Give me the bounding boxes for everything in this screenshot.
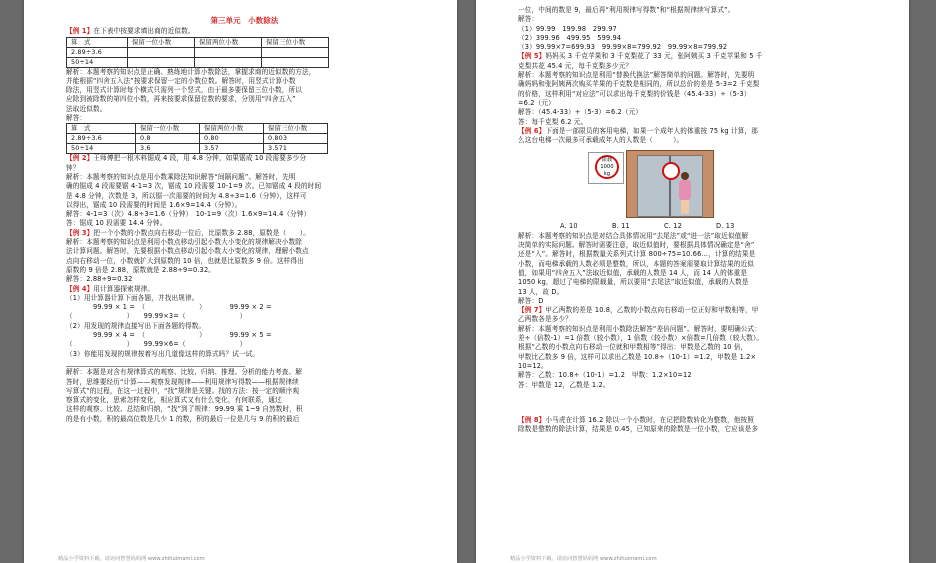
text-line: （3）99.99×7=699.93 99.99×8=799.92 99.99×8=799.92 [518,43,728,52]
table-cell: 算 式 [67,124,136,134]
answer-option: D. 13 [716,222,735,231]
table-cell: 保留两位小数 [195,37,262,47]
table-cell: 保留三位小数 [262,37,329,47]
example-tag: 【例 5】 [518,52,546,61]
text-line: （1）99.99 199.98 299.97 [518,24,617,33]
text-line: 是 4.8 分钟，次数是 3，所以锯一次需要的时间为 4.8÷3=1.6（分钟），这样可 [66,191,307,200]
answer-option: C. 12 [664,222,682,231]
text-line: 这样的观察、比较、总结和归纳，“找”到了规律：99.99 乘 1~9 自然数时，积 [66,405,303,414]
load-limit-sign-text: 限载 1000 kg [595,155,619,179]
question-text: 把一个小数的小数点向右移动一位后，比原数多 2.88，原数是（ ）。 [93,228,310,237]
text-line: =6.2（元） [518,98,555,107]
text-line: 应除到被除数的第四位小数，再来按要求保留位数的要求，分别用“四舍五入” [66,95,296,104]
question-text: 在下表中按要求填出商的近似数。 [93,27,195,36]
text-line: 解析：本题考察的知识点是利用小数除法解答“差倍问题”。解答时，要明确公式： [518,324,762,333]
text-line: 差÷（倍数-1）=1 倍数（较小数），1 倍数（较小数）×倍数=几倍数（较大数）。 [518,334,764,343]
page-footer: 精品小学资料下载，请访问智慧妈妈网 www.zhihuimami.com [510,556,657,562]
example-tag: 【例 6】 [518,126,546,135]
question-text: 用计算器探索规律。 [93,284,155,293]
text-line: ____________________________________________________ [66,358,246,367]
text-line: 值，如果用“四舍五入”法取近似值，承载的人数是 14 人，而 14 人的体重是 [518,268,748,277]
page-footer: 精品小学资料下载，请访问智慧妈妈网 www.zhihuimami.com [58,556,205,562]
text-line: 解答：乙数：10.8÷（10-1）=1.2 甲数：1.2×10=12 [518,371,692,380]
question-text: 克梨共花 45.4 元，每千克梨多少元？ [518,61,633,70]
text-line: 甲数比乙数多 9 倍，这样可以求出乙数是 10.8÷（10-1）=1.2，甲数是 1.2× [518,352,757,361]
table-cell [128,47,195,57]
question-text: 小马虎在计算 16.2 除以一个小数时，在记把除数转化为整数，他按照 [545,415,755,424]
text-line: （3）你能用发现的规律按着写出几道像这样的算式吗？试一试。 [66,349,260,358]
text-line: 点向右移动一位，小数就扩大到原数的 10 倍，也就是比原数多 9 倍。这样得出 [66,256,304,265]
page-title: 第三单元 小数除法 [210,16,279,25]
document-page-left [24,0,457,563]
table-cell: 算 式 [67,37,128,47]
text-line: 小数，而电梯承载的人数必须是整数，所以，本题的答案需要取计算结果的近似 [518,259,755,268]
text-line: （2）399.96 499.95 599.94 [518,33,622,42]
answer-option: B. 11 [612,222,630,231]
table-cell: 保留一位小数 [136,124,200,134]
page-content [518,6,875,434]
text-line: 根据“乙数的小数点向右移动一位就和甲数相等”得出：甲数是乙数的 10 倍， [518,343,748,352]
text-line: 解答：（45.4-33）÷（5-3）=6.2（元） [518,108,643,117]
girl-figure-icon [678,172,692,214]
text-line: 99.99 × 4 = （ ） 99.99 × 5 = [66,331,272,340]
table-cell: 保留一位小数 [128,37,195,47]
table-cell: 3.6 [136,144,200,154]
answer-option: A. 10 [560,222,578,231]
text-line: 原数的 9 倍是 2.88，原数就是 2.88÷9=0.32。 [66,265,216,274]
answer-table [66,123,328,154]
text-line: 解析：本题考察的知识点是用小数乘除法知识解答“间隔问题”。解答时，先明 [66,172,296,181]
question-text: 王师傅把一根木料锯成 4 段，用 4.8 分钟，如果锯成 10 段需要多少分 [93,154,307,163]
example-tag: 【例 4】 [66,284,94,293]
text-line: 解析：本题考察的知识点是对结合具体情况用“去尾法”或“进一法”取近似值解 [518,231,749,240]
page-content [66,16,423,424]
text-line: 10=12。 [518,361,548,370]
text-line: 以得出，锯成 10 段需要的时间是 1.6×9=14.4（分钟）。 [66,200,242,209]
text-line: 还是“入”。解答时，根据数量关系列式计算 800÷75=10.66…，计算的结果是 [518,250,756,259]
text-line: 解析：本题考察的知识点是利用“替换代换法”解答简单的问题。解答时，先要明 [518,71,755,80]
text-line: 答：每千克梨 6.2 元。 [518,117,588,126]
question-text: 钟？ [66,163,80,172]
elevator-illustration [518,148,875,220]
text-line: 解析：本题考察的知识点是利用小数点移动引起小数大小变化的规律解决小数除 [66,238,303,247]
table-cell [128,57,195,67]
load-limit-sign [588,152,624,184]
table-cell: 0.803 [264,134,328,144]
text-line: 解答： [518,15,539,24]
answer-options [560,222,875,231]
table-cell: 3.571 [264,144,328,154]
text-line: （ ） 99.99×6=（ ） [66,340,247,349]
table-cell: 2.89÷3.6 [67,134,136,144]
example-tag: 【例 7】 [518,306,546,315]
text-line: 法计算问题。解答时，先要根据小数点移动引起小数大小变化的规律，理解小数点 [66,247,309,256]
table-cell: 0.8 [136,134,200,144]
question-text: 下面是一部限员的客用电梯，如果一个成年人的体重按 75 kg 计算，那 [545,126,758,135]
answer-label: 解答： [66,114,87,123]
question-text: 么这台电梯一次最多可承载成年人的人数是（ ）。 [518,136,684,145]
text-line: 察算式的变化，思索怎样变化，相应算式又有什么变化，有何联系，通过 [66,396,282,405]
question-table [66,37,329,68]
table-cell [262,47,329,57]
example-tag: 【例 8】 [518,415,546,424]
text-line: （ ） 99.99×3=（ ） [66,312,247,321]
text-line: 一位，中间的数是 9，最后再“利用规律写得数”和“根据规律续写算式”。 [518,6,735,14]
table-cell: 保留三位小数 [264,124,328,134]
table-cell: 保留两位小数 [200,124,264,134]
text-line: 除法，用竖式计算时每个横式只需列一个竖式，由于最多要保留三位小数，所以 [66,86,303,95]
table-cell [262,57,329,67]
question-text: 乙两数各是多少？ [518,315,572,324]
document-page-right [476,0,909,563]
text-line: （1）用计算器计算下面各题，并找出规律。 [66,293,199,302]
table-cell [195,57,262,67]
text-line: 答：甲数是 12，乙数是 1.2。 [518,380,610,389]
text-line: 答：锯成 10 段需要 14.4 分钟。 [66,219,167,228]
example-tag: 【例 1】 [66,27,94,36]
text-line: 1050 kg，超过了电梯的限载量，所以要用“去尾法”取近似值，承载的人数是 [518,278,749,287]
table-cell: 0.80 [200,134,264,144]
elevator-door-icon [626,150,714,218]
table-cell: 50÷14 [67,57,128,67]
question-text: 妈妈买 3 千克苹果和 3 千克梨花了 33 元，张阿姨买 3 千克苹果和 5 千 [545,52,763,61]
text-line: 解答：2.88÷9=0.32 [66,275,133,284]
text-line: （2）用发现的规律直接写出下面各题的得数。 [66,321,206,330]
table-cell: 2.89÷3.6 [67,47,128,57]
table-cell [195,47,262,57]
text-line: 解答：4-1=3（次）4.8÷3=1.6（分钟） 10-1=9（次）1.6×9=14.4（分钟） [66,210,311,219]
text-line: 确妈妈和张阿姨两次购买苹果的千克数是相同的，所以总价的差是 5-3=2 千克梨 [518,80,760,89]
text-line: 答时，思维要经历“计算——观察发现规律——利用规律写得数——根据规律续 [66,377,299,386]
text-line: 决简单的实际问题。解答时需要注意，取近似值时，要根据具体情况确定是“舍” [518,241,755,250]
text-line: 确的锯成 4 段需要锯 4-1=3 次，锯成 10 段需要 10-1=9 次。已知锯成 4 段的时间 [66,182,322,191]
text-line: 99.99 × 1 = （ ） 99.99 × 2 = [66,303,272,312]
text-line: 法取近似数。 [66,104,107,113]
text-line: 除数是整数的除法计算，结果是 0.45，已知原来的除数是一位小数，它应该是多 [518,425,759,434]
example-tag: 【例 3】 [66,228,94,237]
text-line: 解析：本题考察的知识点是正确、熟练地计算小数除法，掌握求商的近似数的方法， [66,67,316,76]
question-text: 甲乙两数的差是 10.8，乙数的小数点向右移动一位正好和甲数相等，甲 [545,306,759,315]
example-tag: 【例 2】 [66,154,94,163]
table-cell: 3.57 [200,144,264,154]
text-line: 解答：D [518,296,544,305]
text-line: 写算式”的过程，在这一过程中，“找”规律是关键。找的方法：按一定的顺序观 [66,386,300,395]
text-line: 解析：本题是对含有规律算式的观察、比较、归纳、推理、分析的能力考查。解 [66,368,303,377]
text-line: 并能根据“四舍五入法”按要求保留一定的小数位数。解答时，用竖式计算小数 [66,76,296,85]
table-cell: 50÷14 [67,144,136,154]
text-line: 13 人，故 D。 [518,287,564,296]
text-line: 的是有小数，积的最高位数是几少 1 的数，积的最后一位是几与 9 的积的最后 [66,414,300,423]
text-line: 的价格，这样利用“对应法”可以求出每千克梨的价钱是（45.4-33）÷（5-3） [518,89,751,98]
